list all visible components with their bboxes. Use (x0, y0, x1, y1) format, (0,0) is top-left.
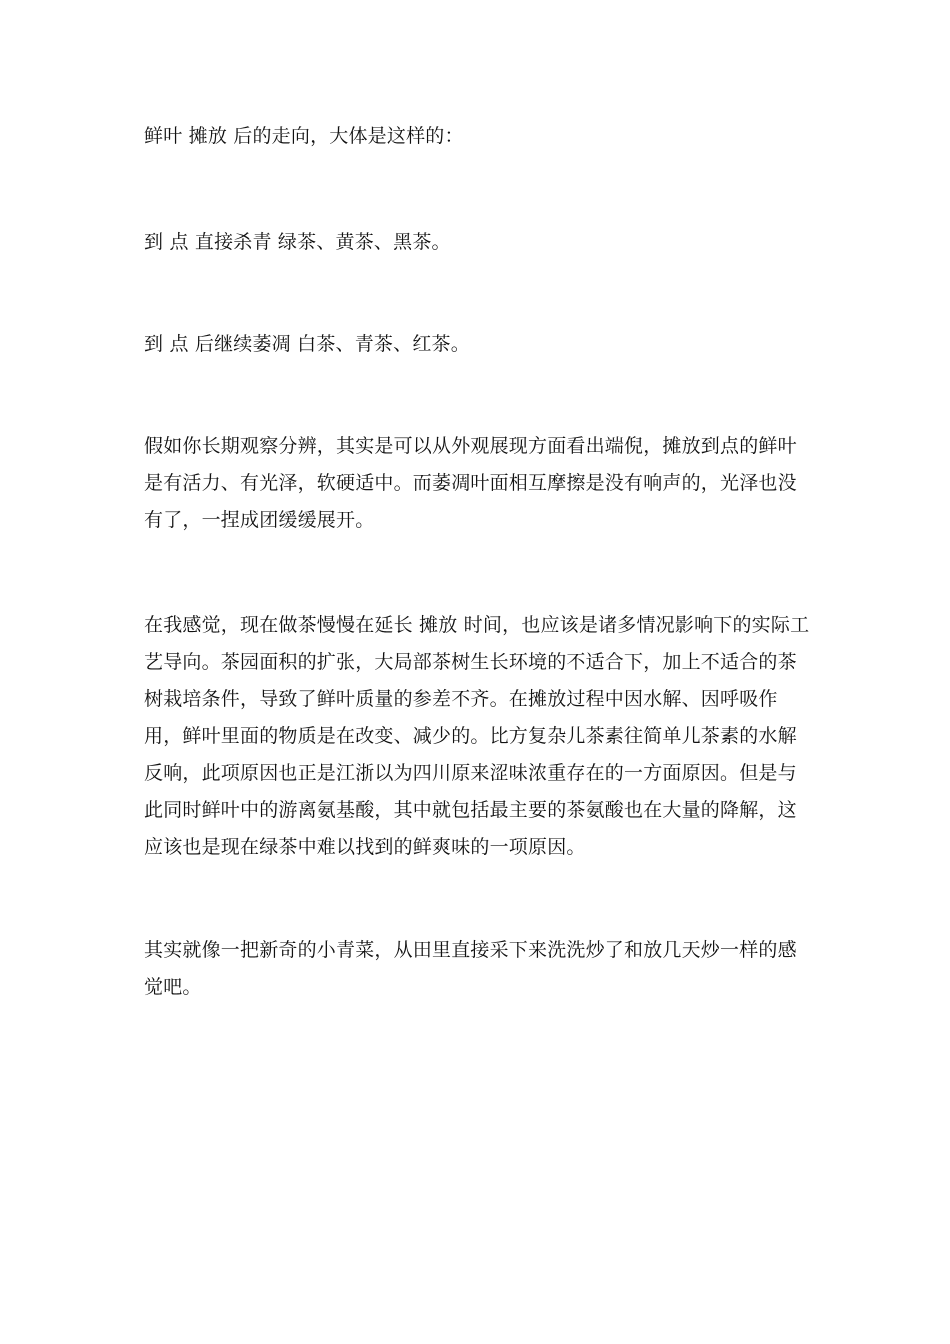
paragraph-direct-fixing: 到 点 直接杀青 绿茶、黄茶、黑茶。 (144, 231, 451, 253)
paragraph-leaf-direction: 鲜叶 摊放 后的走向，大体是这样的： (144, 125, 464, 147)
paragraph-spreading-time: 在我感觉，现在做茶慢慢在延长 摊放 时间，也应该是诸多情况影响下的实际工艺导向。茶园面积的扩张，大局部茶树生长环境的不适合下，加上不适合的茶树栽培条件，导致了鲜叶质量的参差不齐。在摊放过程中因水解、因呼吸作用，鲜叶里面的物质是在改变、减少的。比方复杂儿茶素往简单儿茶素的水解反响，此项原因也正是江浙以为四川原来涩味浓重存在的一方面原因。但是与此同时鲜叶中的游离氨基酸，其中就包括最主要的茶氨酸也在大量的降解，这应该也是现在绿茶中难以找到的鲜爽味的一项原因。 (144, 614, 810, 858)
paragraph-vegetable-analogy: 其实就像一把新奇的小青菜，从田里直接采下来洗洗炒了和放几天炒一样的感觉吧。 (144, 939, 797, 998)
paragraph-continue-withering: 到 点 后继续萎凋 白茶、青茶、红茶。 (144, 333, 470, 355)
paragraph-observation: 假如你长期观察分辨，其实是可以从外观展现方面看出端倪，摊放到点的鲜叶是有活力、有光泽，软硬适中。而萎凋叶面相互摩擦是没有响声的，光泽也没有了，一捏成团缓缓展开。 (144, 435, 797, 531)
